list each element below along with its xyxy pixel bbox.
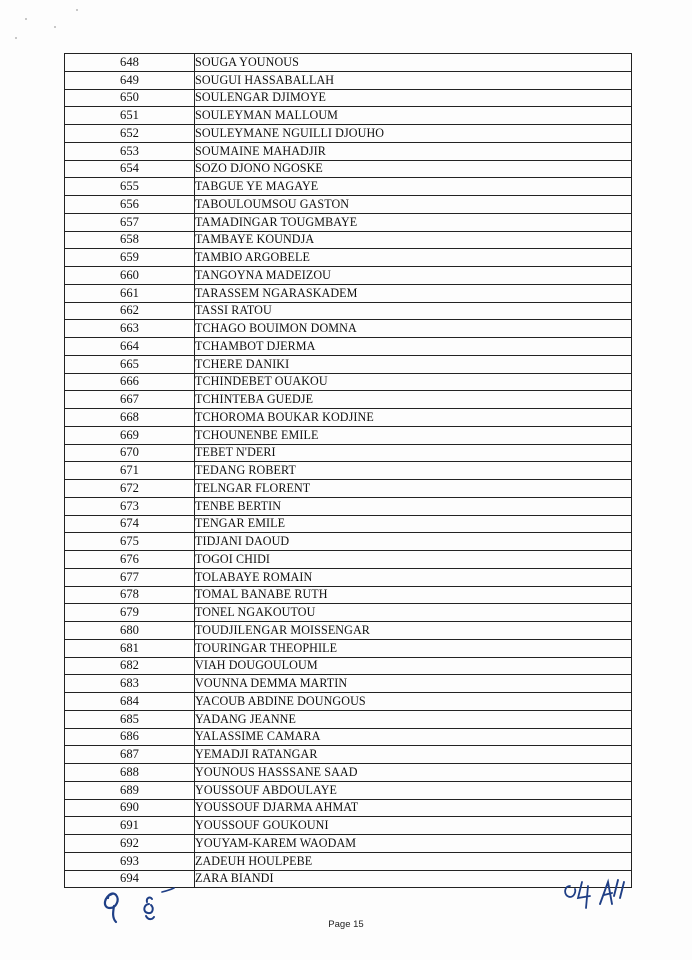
row-number-cell: 670 xyxy=(65,444,195,462)
row-name-cell xyxy=(195,355,632,373)
row-name-cell xyxy=(195,764,632,782)
row-name-cell xyxy=(195,515,632,533)
row-name-cell xyxy=(195,746,632,764)
table-row xyxy=(65,231,632,249)
table-row xyxy=(65,426,632,444)
row-number-cell: 662 xyxy=(65,302,195,320)
table-row xyxy=(65,852,632,870)
row-name-cell xyxy=(195,480,632,498)
scan-speck xyxy=(54,26,56,28)
table-row xyxy=(65,746,632,764)
person-name: TEDANG ROBERT xyxy=(195,463,296,478)
table-row xyxy=(65,728,632,746)
row-number-cell: 678 xyxy=(65,586,195,604)
table-row xyxy=(65,693,632,711)
table-row xyxy=(65,710,632,728)
table-row xyxy=(65,568,632,586)
person-name: TCHOUNENBE EMILE xyxy=(195,427,319,442)
row-name-cell xyxy=(195,799,632,817)
person-name: SOULEYMAN MALLOUM xyxy=(195,108,339,123)
row-name-cell xyxy=(195,373,632,391)
table-row xyxy=(65,515,632,533)
person-name: SOZO DJONO NGOSKE xyxy=(195,161,323,176)
row-name-cell xyxy=(195,462,632,480)
row-name-cell xyxy=(195,142,632,160)
person-name: YADANG JEANNE xyxy=(195,711,296,726)
row-name-cell xyxy=(195,426,632,444)
row-number-cell: 649 xyxy=(65,71,195,89)
row-name-cell xyxy=(195,817,632,835)
person-name: TENBE BERTIN xyxy=(195,498,282,513)
table-row xyxy=(65,551,632,569)
table-row xyxy=(65,533,632,551)
row-number-cell: 677 xyxy=(65,568,195,586)
row-number-cell: 658 xyxy=(65,231,195,249)
person-name: SOULENGAR DJIMOYE xyxy=(195,90,326,105)
person-name: TAMBIO ARGOBELE xyxy=(195,250,310,265)
row-number-cell: 657 xyxy=(65,213,195,231)
row-name-cell xyxy=(195,178,632,196)
roster-table-body xyxy=(65,54,632,888)
row-name-cell xyxy=(195,71,632,89)
person-name: VIAH DOUGOULOUM xyxy=(195,658,318,673)
row-name-cell xyxy=(195,444,632,462)
row-number-cell: 675 xyxy=(65,533,195,551)
row-number-cell: 671 xyxy=(65,462,195,480)
row-name-cell xyxy=(195,604,632,622)
row-name-cell xyxy=(195,284,632,302)
table-row xyxy=(65,462,632,480)
row-number-cell: 648 xyxy=(65,54,195,72)
person-name: TAMBAYE KOUNDJA xyxy=(195,232,315,247)
row-number-cell: 668 xyxy=(65,409,195,427)
table-row xyxy=(65,817,632,835)
table-row xyxy=(65,249,632,267)
table-row xyxy=(65,142,632,160)
person-name: TOURINGAR THEOPHILE xyxy=(195,640,338,655)
row-name-cell xyxy=(195,852,632,870)
row-name-cell xyxy=(195,302,632,320)
row-number-cell: 665 xyxy=(65,355,195,373)
table-row xyxy=(65,54,632,72)
table-row xyxy=(65,622,632,640)
row-name-cell xyxy=(195,196,632,214)
person-name: TIDJANI DAOUD xyxy=(195,534,290,549)
roster-table xyxy=(64,53,632,888)
row-name-cell xyxy=(195,675,632,693)
row-number-cell: 685 xyxy=(65,710,195,728)
table-row xyxy=(65,391,632,409)
person-name: TANGOYNA MADEIZOU xyxy=(195,267,332,282)
row-number-cell: 674 xyxy=(65,515,195,533)
row-name-cell xyxy=(195,267,632,285)
table-row xyxy=(65,480,632,498)
person-name: TEBET N'DERI xyxy=(195,445,276,460)
table-row xyxy=(65,409,632,427)
row-number-cell: 669 xyxy=(65,426,195,444)
person-name: YOUSSOUF GOUKOUNI xyxy=(195,818,329,833)
person-name: TABGUE YE MAGAYE xyxy=(195,179,319,194)
row-number-cell: 654 xyxy=(65,160,195,178)
row-name-cell xyxy=(195,160,632,178)
scan-speck xyxy=(15,37,17,39)
person-name: TENGAR EMILE xyxy=(195,516,286,531)
table-row xyxy=(65,373,632,391)
person-name: YACOUB ABDINE DOUNGOUS xyxy=(195,693,366,708)
row-number-cell: 676 xyxy=(65,551,195,569)
row-name-cell xyxy=(195,231,632,249)
row-name-cell xyxy=(195,320,632,338)
row-number-cell: 661 xyxy=(65,284,195,302)
table-row xyxy=(65,657,632,675)
person-name: TELNGAR FLORENT xyxy=(195,480,311,495)
row-number-cell: 691 xyxy=(65,817,195,835)
row-number-cell: 688 xyxy=(65,764,195,782)
table-row xyxy=(65,604,632,622)
table-row xyxy=(65,267,632,285)
row-number-cell: 694 xyxy=(65,870,195,888)
table-row xyxy=(65,675,632,693)
row-number-cell: 683 xyxy=(65,675,195,693)
table-row xyxy=(65,781,632,799)
row-number-cell: 681 xyxy=(65,639,195,657)
row-name-cell xyxy=(195,89,632,107)
person-name: SOUGA YOUNOUS xyxy=(195,54,299,69)
table-row xyxy=(65,444,632,462)
row-name-cell xyxy=(195,710,632,728)
person-name: TASSI RATOU xyxy=(195,303,272,318)
table-row xyxy=(65,764,632,782)
scan-speck xyxy=(25,18,27,20)
row-number-cell: 667 xyxy=(65,391,195,409)
page-number: Page 15 xyxy=(328,919,364,930)
person-name: TOLABAYE ROMAIN xyxy=(195,569,313,584)
row-name-cell xyxy=(195,781,632,799)
table-row xyxy=(65,639,632,657)
row-number-cell: 652 xyxy=(65,125,195,143)
row-name-cell xyxy=(195,338,632,356)
row-number-cell: 656 xyxy=(65,196,195,214)
row-name-cell xyxy=(195,586,632,604)
row-number-cell: 664 xyxy=(65,338,195,356)
row-name-cell xyxy=(195,533,632,551)
table-row xyxy=(65,302,632,320)
table-row xyxy=(65,497,632,515)
row-number-cell: 673 xyxy=(65,497,195,515)
row-name-cell xyxy=(195,551,632,569)
table-row xyxy=(65,71,632,89)
row-number-cell: 659 xyxy=(65,249,195,267)
person-name: SOUMAINE MAHADJIR xyxy=(195,143,326,158)
row-name-cell xyxy=(195,835,632,853)
table-row xyxy=(65,320,632,338)
person-name: TCHAMBOT DJERMA xyxy=(195,338,316,353)
person-name: SOUGUI HASSABALLAH xyxy=(195,72,335,87)
row-number-cell: 650 xyxy=(65,89,195,107)
row-number-cell: 682 xyxy=(65,657,195,675)
row-name-cell xyxy=(195,107,632,125)
right-signature xyxy=(560,876,630,916)
person-name: YOUNOUS HASSSANE SAAD xyxy=(195,764,358,779)
row-name-cell xyxy=(195,622,632,640)
row-name-cell xyxy=(195,728,632,746)
row-number-cell: 679 xyxy=(65,604,195,622)
row-number-cell: 692 xyxy=(65,835,195,853)
row-name-cell xyxy=(195,657,632,675)
row-name-cell xyxy=(195,639,632,657)
table-row xyxy=(65,799,632,817)
row-number-cell: 680 xyxy=(65,622,195,640)
row-number-cell: 693 xyxy=(65,852,195,870)
person-name: TCHINDEBET OUAKOU xyxy=(195,374,328,389)
table-row xyxy=(65,586,632,604)
person-name: TOMAL BANABE RUTH xyxy=(195,587,328,602)
row-number-cell: 653 xyxy=(65,142,195,160)
row-number-cell: 687 xyxy=(65,746,195,764)
person-name: TCHAGO BOUIMON DOMNA xyxy=(195,321,357,336)
table-row xyxy=(65,89,632,107)
row-name-cell xyxy=(195,125,632,143)
table-row xyxy=(65,213,632,231)
table-row xyxy=(65,196,632,214)
table-row xyxy=(65,835,632,853)
row-name-cell xyxy=(195,693,632,711)
row-name-cell xyxy=(195,497,632,515)
table-row xyxy=(65,355,632,373)
person-name: TCHINTEBA GUEDJE xyxy=(195,392,314,407)
row-number-cell: 660 xyxy=(65,267,195,285)
person-name: YALASSIME CAMARA xyxy=(195,729,321,744)
table-row xyxy=(65,284,632,302)
row-number-cell: 689 xyxy=(65,781,195,799)
row-number-cell: 684 xyxy=(65,693,195,711)
table-row xyxy=(65,160,632,178)
row-name-cell xyxy=(195,249,632,267)
table-row xyxy=(65,338,632,356)
person-name: VOUNNA DEMMA MARTIN xyxy=(195,676,348,691)
table-row xyxy=(65,107,632,125)
row-name-cell xyxy=(195,54,632,72)
person-name: ZARA BIANDI xyxy=(195,871,274,886)
person-name: TCHOROMA BOUKAR KODJINE xyxy=(195,409,374,424)
row-name-cell xyxy=(195,409,632,427)
row-number-cell: 690 xyxy=(65,799,195,817)
person-name: SOULEYMANE NGUILLI DJOUHO xyxy=(195,125,385,140)
row-number-cell: 666 xyxy=(65,373,195,391)
row-number-cell: 672 xyxy=(65,480,195,498)
row-name-cell xyxy=(195,391,632,409)
person-name: YOUSSOUF ABDOULAYE xyxy=(195,782,338,797)
table-row xyxy=(65,178,632,196)
table-row xyxy=(65,125,632,143)
person-name: TCHERE DANIKI xyxy=(195,356,290,371)
row-number-cell: 651 xyxy=(65,107,195,125)
person-name: TOUDJILENGAR MOISSENGAR xyxy=(195,622,370,637)
scan-speck xyxy=(76,9,78,11)
person-name: TONEL NGAKOUTOU xyxy=(195,605,316,620)
person-name: YOUYAM-KAREM WAODAM xyxy=(195,835,357,850)
row-name-cell xyxy=(195,213,632,231)
row-number-cell: 686 xyxy=(65,728,195,746)
person-name: TOGOI CHIDI xyxy=(195,551,271,566)
person-name: TARASSEM NGARASKADEM xyxy=(195,285,358,300)
row-name-cell xyxy=(195,568,632,586)
person-name: TAMADINGAR TOUGMBAYE xyxy=(195,214,358,229)
row-number-cell: 655 xyxy=(65,178,195,196)
person-name: YEMADJI RATANGAR xyxy=(195,747,318,762)
person-name: YOUSSOUF DJARMA AHMAT xyxy=(195,800,359,815)
row-number-cell: 663 xyxy=(65,320,195,338)
person-name: TABOULOUMSOU GASTON xyxy=(195,196,350,211)
person-name: ZADEUH HOULPEBE xyxy=(195,853,313,868)
